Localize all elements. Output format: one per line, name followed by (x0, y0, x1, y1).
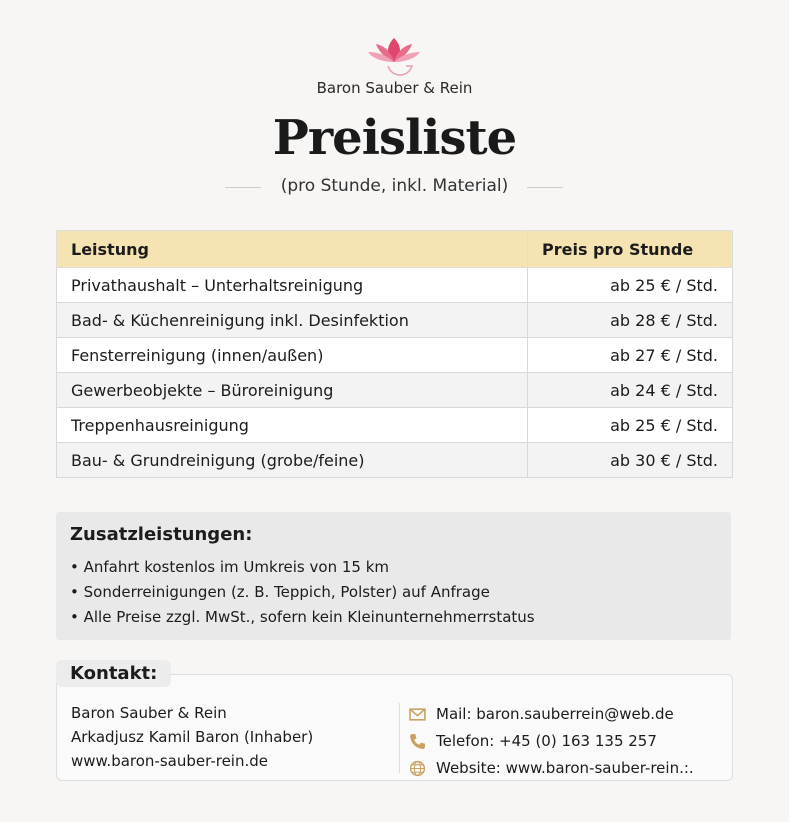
divider (399, 703, 400, 773)
mail-icon (409, 706, 426, 723)
phone-icon (409, 733, 426, 750)
price-cell: ab 25 € / Std. (528, 268, 733, 303)
price-cell: ab 24 € / Std. (528, 373, 733, 408)
table-row (57, 338, 733, 373)
column-header: Preis pro Stunde (528, 231, 733, 268)
list-item: • Anfahrt kostenlos im Umkreis von 15 km (70, 555, 717, 580)
table-row (57, 268, 733, 303)
table-row (57, 408, 733, 443)
extras-title: Zusatzleistungen: (70, 524, 253, 545)
price-cell: ab 27 € / Std. (528, 338, 733, 373)
service-cell: Privathaushalt – Unterhaltsreinigung (57, 268, 528, 303)
contact-web[interactable]: www.baron-sauber-rein.de (71, 752, 268, 770)
service-cell: Treppenhausreinigung (57, 408, 528, 443)
page-subtitle: (pro Stunde, inkl. Material) (280, 176, 509, 196)
service-cell: Fensterreinigung (innen/außen) (57, 338, 528, 373)
column-header: Leistung (57, 231, 528, 268)
contact-owner: Arkadjusz Kamil Baron (Inhaber) (71, 728, 314, 746)
contact-title: Kontakt: (56, 660, 171, 687)
contact-phone[interactable]: Telefon: +45 (0) 163 135 257 (436, 732, 657, 750)
service-cell: Bau- & Grundreinigung (grobe/feine) (57, 443, 528, 478)
extras-box (56, 512, 731, 640)
price-cell: ab 25 € / Std. (528, 408, 733, 443)
contact-name: Baron Sauber & Rein (71, 704, 227, 722)
price-table (56, 230, 733, 478)
list-item: • Sonderreinigungen (z. B. Teppich, Polster) auf Anfrage (70, 580, 717, 605)
contact-box (56, 674, 733, 781)
price-cell: ab 30 € / Std. (528, 443, 733, 478)
lotus-logo-icon (362, 36, 426, 80)
service-cell: Gewerbeobjekte – Büroreinigung (57, 373, 528, 408)
page-title: Preisliste (272, 110, 517, 166)
list-item: • Alle Preise zzgl. MwSt., sofern kein Kleinunternehmerrstatus (70, 605, 717, 630)
table-row (57, 443, 733, 478)
globe-icon (409, 760, 426, 777)
price-cell: ab 28 € / Std. (528, 303, 733, 338)
contact-website[interactable]: Website: www.baron-sauber-rein.:. (436, 759, 694, 777)
contact-mail[interactable]: Mail: baron.sauberrein@web.de (436, 705, 674, 723)
service-cell: Bad- & Küchenreinigung inkl. Desinfektion (57, 303, 528, 338)
brand-name: Baron Sauber & Rein (316, 79, 473, 97)
table-row (57, 303, 733, 338)
table-row (57, 373, 733, 408)
